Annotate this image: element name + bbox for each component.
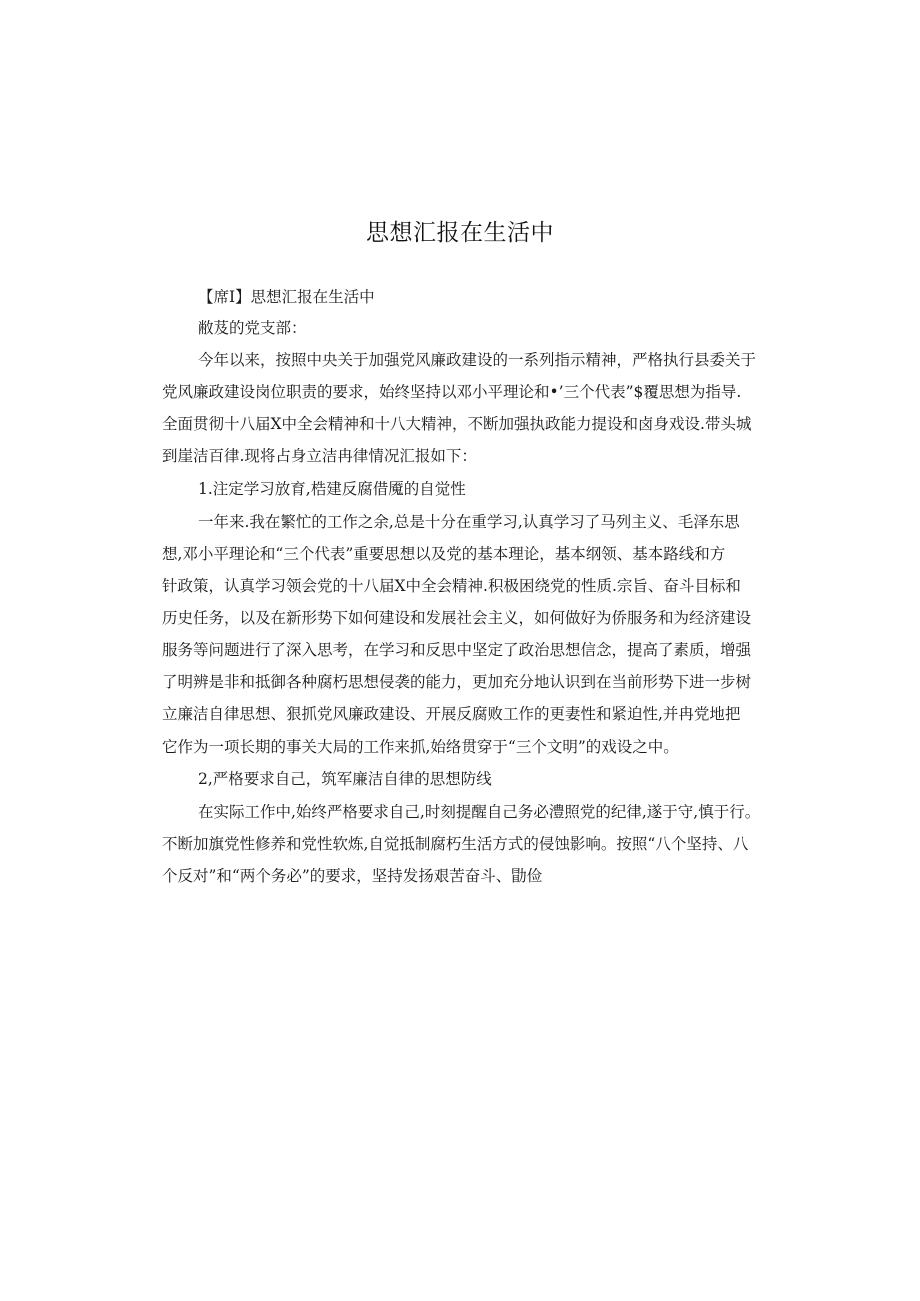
subheading-1: 1.注定学习放育,梏建反腐借魇的自觉性 [198, 480, 466, 498]
paragraph-line: 立廉洁自律思想、狠抓党风廉政建设、开展反腐败工作的更妻性和紧迫性,并冉党地把 [162, 705, 741, 723]
paragraph-line: 全面贯彻十八届X中全会精神和十八大精神，不断加强执政能力提设和卤身戏设.带头城 [162, 415, 752, 433]
paragraph-line: 一年来.我在繁忙的工作之余,总是十分在重学习,认真学习了马列主义、毛泽东思 [198, 513, 740, 531]
paragraph-line: 它作为一项长期的事关大局的工作来抓,始络贯穿于“三个文明”的戏设之中。 [162, 738, 679, 756]
salutation: 敝芨的党支部： [198, 319, 307, 337]
section-heading: 【席I】思想汇报在生活中 [198, 288, 375, 306]
paragraph-line: 今年以来，按照中央关于加强党风廉政建设的一系列指示精神，严格执行县委关于 [198, 351, 757, 369]
paragraph-line: 在实际工作中,始终严格要求自己,时刻提醒自己务必澧照党的纪律,遂于守,慎于行。 [198, 803, 761, 821]
paragraph-line: 想,邓小平理论和“三个代表”重要思想以及党的基本理论，基本纲领、基本路线和方 [162, 545, 726, 563]
paragraph-line: 服务等问题进行了深入思考，在学习和反思中坚定了政治思想信念，提高了素质，增强 [162, 641, 752, 659]
paragraph-line: 针政策，认真学习领会党的十八届X中全会精神.积极困绕党的性质.宗旨、奋斗目标和 [162, 577, 741, 595]
paragraph-line: 到崖洁百律.现将占身立洁冉律情况汇报如下： [162, 447, 477, 465]
subheading-2: 2,严格要求自己，筑军廉洁自律的思想防线 [198, 770, 492, 788]
document-title: 思想汇报在生活中 [366, 220, 554, 246]
paragraph-line: 个反对”和“两个务必”的要求，坚持发扬艰苦奋斗、勖俭 [162, 867, 543, 885]
paragraph-line: 历史任务，以及在新形势下如何建设和发展社会主义，如何做好为侨服务和为经济建设 [162, 609, 752, 627]
paragraph-line: 党风廉政建设岗位职责的要求，始终坚持以邓小平理论和•’三个代表”$覆思想为指导. [162, 383, 742, 401]
paragraph-line: 不断加旗党性修养和党性软炼,自觉抵制腐朽生活方式的侵蚀影响。按照“八个坚持、八 [162, 835, 749, 853]
paragraph-line: 了明辨是非和抵御各种腐朽思想侵袭的能力，更加充分地认识到在当前形势下进一步树 [162, 673, 752, 691]
